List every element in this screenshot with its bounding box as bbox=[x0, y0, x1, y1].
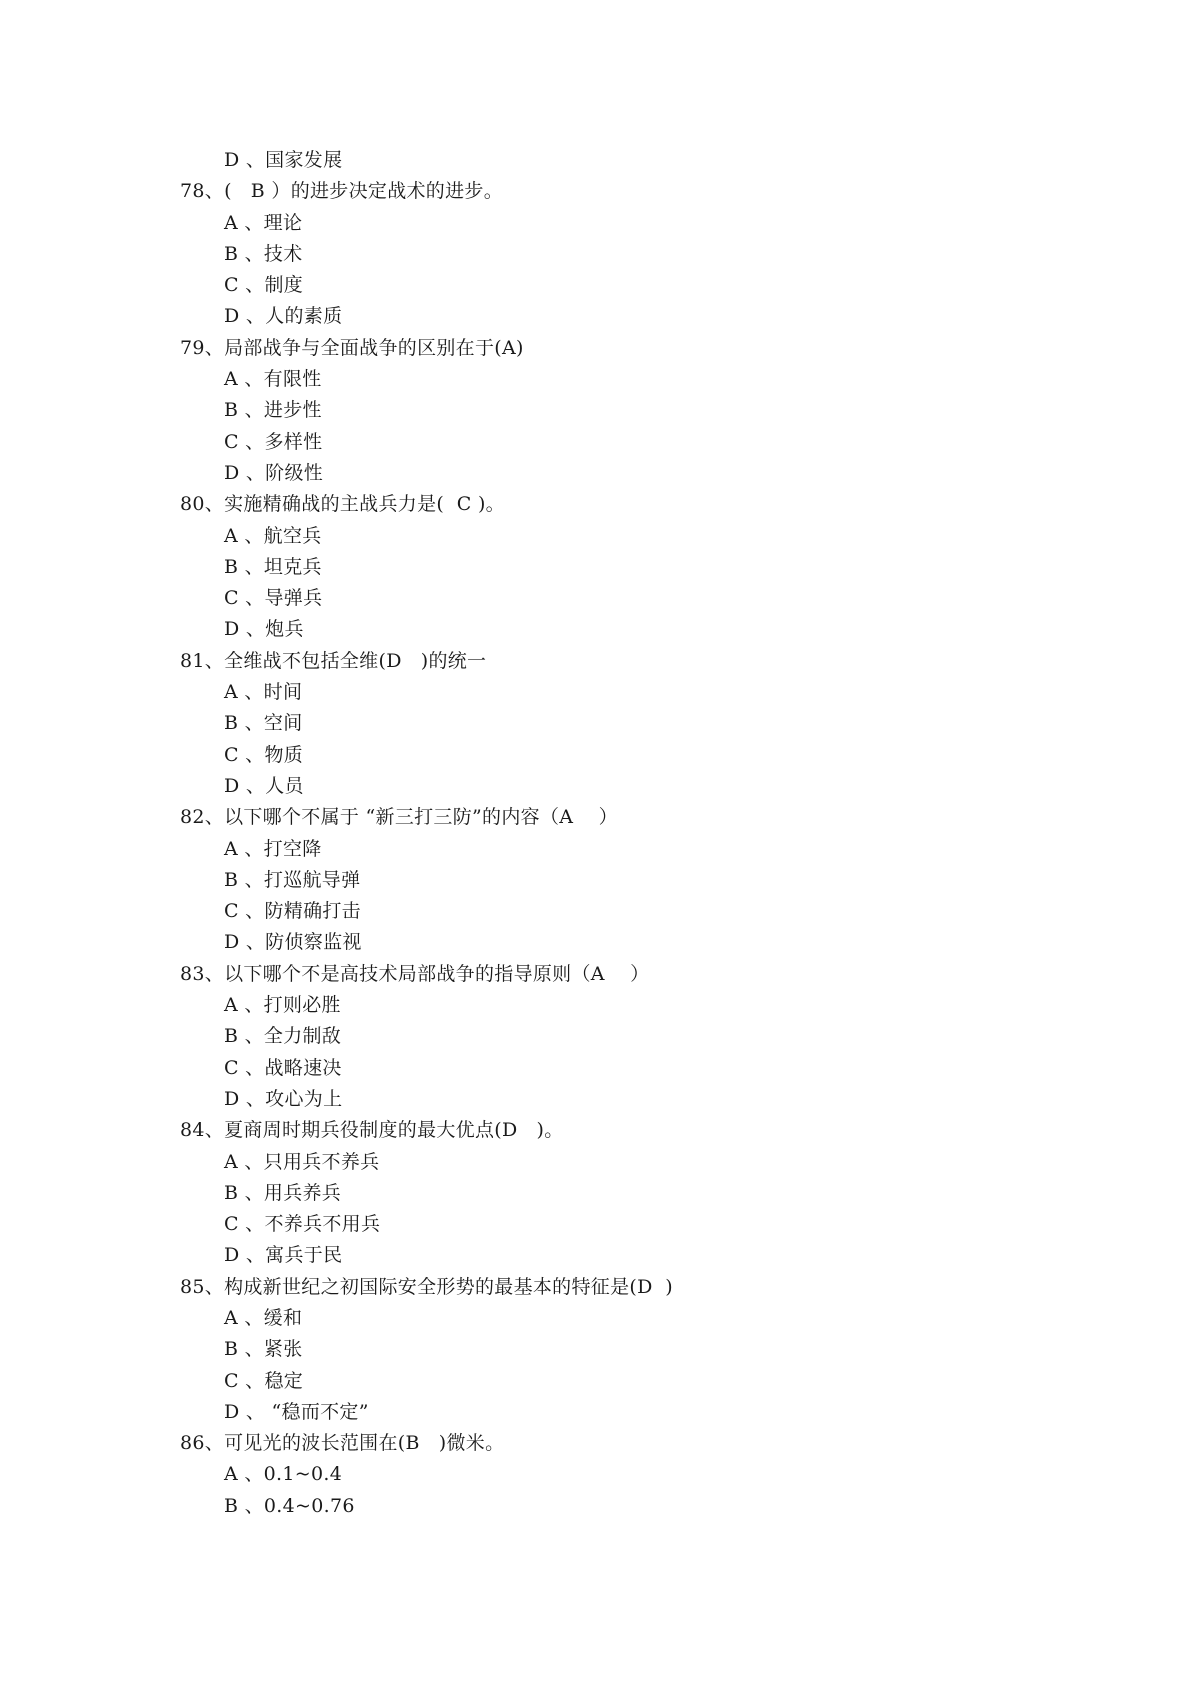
answer-option: B 、紧张 bbox=[224, 1338, 303, 1361]
answer-option: A 、理论 bbox=[224, 211, 303, 234]
answer-option: C 、制度 bbox=[224, 274, 304, 297]
question-text: 83、以下哪个不是高技术局部战争的指导原则（A ） bbox=[180, 962, 650, 985]
answer-option: C 、战略速决 bbox=[224, 1056, 342, 1079]
question-text: 82、以下哪个不属于 “新三打三防”的内容（A ） bbox=[180, 806, 618, 829]
answer-option: B 、0.4~0.76 bbox=[224, 1494, 355, 1517]
answer-option: C 、防精确打击 bbox=[224, 900, 361, 923]
answer-option: D 、 “稳而不定” bbox=[224, 1400, 369, 1423]
answer-option: D 、寓兵于民 bbox=[224, 1244, 343, 1267]
answer-option: A 、航空兵 bbox=[224, 524, 322, 547]
answer-option: B 、坦克兵 bbox=[224, 555, 322, 578]
answer-option: A 、0.1~0.4 bbox=[224, 1463, 343, 1486]
question-text: 86、可见光的波长范围在(B )微米。 bbox=[180, 1432, 505, 1455]
question-text: 79、局部战争与全面战争的区别在于(A) bbox=[180, 336, 524, 359]
question-text: 81、全维战不包括全维(D )的统一 bbox=[180, 649, 487, 672]
answer-option: B 、全力制敌 bbox=[224, 1025, 342, 1048]
question-text: 80、实施精确战的主战兵力是( C )。 bbox=[180, 493, 505, 516]
answer-option: D 、防侦察监视 bbox=[224, 931, 362, 954]
answer-option: B 、进步性 bbox=[224, 399, 322, 422]
answer-option: D 、攻心为上 bbox=[224, 1087, 343, 1110]
answer-option: A 、打则必胜 bbox=[224, 994, 341, 1017]
answer-option: D 、人的素质 bbox=[224, 305, 343, 328]
question-text: 84、夏商周时期兵役制度的最大优点(D )。 bbox=[180, 1119, 564, 1142]
answer-option: B 、用兵养兵 bbox=[224, 1181, 342, 1204]
answer-option: A 、时间 bbox=[224, 681, 303, 704]
answer-option: A 、有限性 bbox=[224, 368, 322, 391]
answer-option: D 、人员 bbox=[224, 774, 304, 797]
answer-option: A 、只用兵不养兵 bbox=[224, 1150, 380, 1173]
answer-option: D 、阶级性 bbox=[224, 461, 324, 484]
answer-option: A 、打空降 bbox=[224, 837, 322, 860]
answer-option: D 、国家发展 bbox=[224, 149, 343, 171]
question-text: 78、( B ）的进步决定战术的进步。 bbox=[180, 180, 504, 203]
answer-option: A 、缓和 bbox=[224, 1306, 303, 1329]
answer-option: C 、导弹兵 bbox=[224, 587, 323, 610]
answer-option: C 、多样性 bbox=[224, 430, 323, 453]
answer-option: C 、物质 bbox=[224, 743, 304, 766]
question-list bbox=[180, 145, 1080, 1522]
answer-option: C 、稳定 bbox=[224, 1369, 304, 1392]
answer-option: D 、炮兵 bbox=[224, 618, 304, 641]
answer-option: B 、打巡航导弹 bbox=[224, 868, 361, 891]
answer-option: B 、空间 bbox=[224, 712, 303, 735]
question-text: 85、构成新世纪之初国际安全形势的最基本的特征是(D ) bbox=[180, 1275, 674, 1298]
answer-option: B 、技术 bbox=[224, 242, 303, 265]
answer-option: C 、不养兵不用兵 bbox=[224, 1213, 381, 1236]
